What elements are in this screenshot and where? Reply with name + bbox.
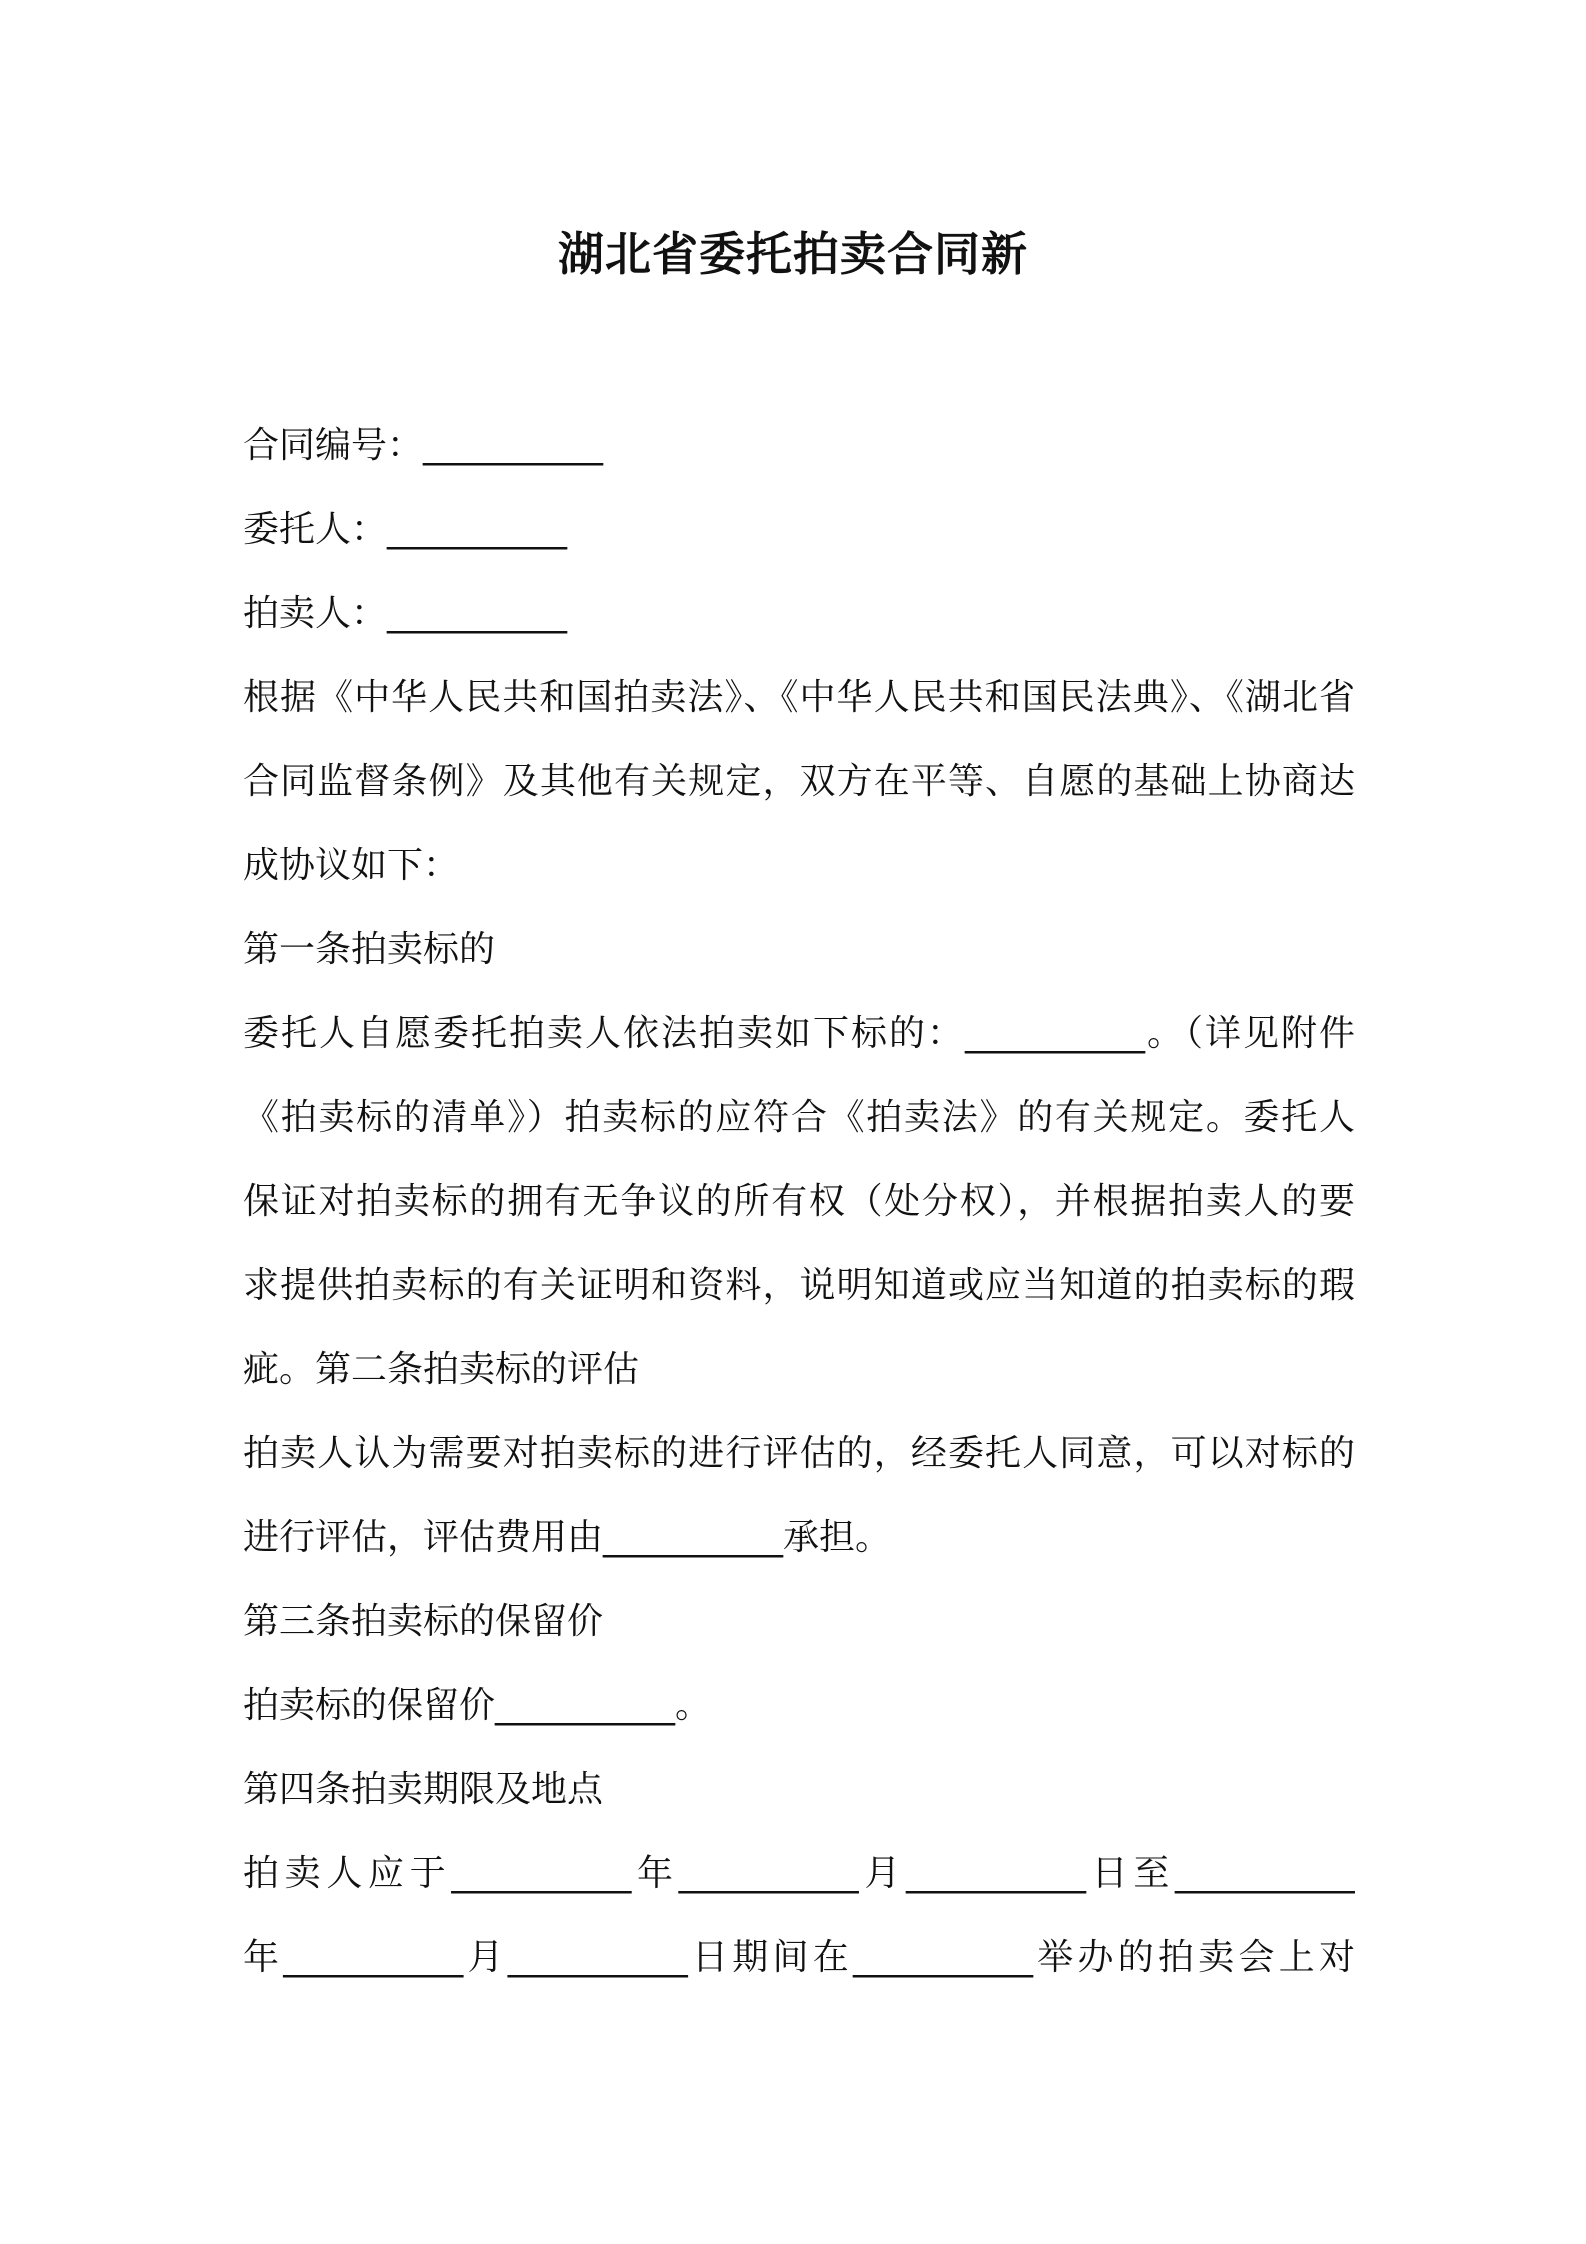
article-heading: 第一条拍卖标的 [243,929,496,970]
article-text-line: 求提供拍卖标的有关证明和资料，说明知道或应当知道的拍卖标的瑕 [243,1265,1355,1306]
principal-line: 委托人：__________ [243,509,568,550]
preamble-line: 成协议如下： [243,845,460,886]
article-text-line: 委托人自愿委托拍卖人依法拍卖如下标的：__________。（详见附件 [243,1013,1355,1054]
document-body [243,404,1355,2000]
article-heading: 第四条拍卖期限及地点 [243,1769,604,1810]
preamble-line: 根据《中华人民共和国拍卖法》、《中华人民共和国民法典》、《湖北省 [243,677,1355,718]
article-text-line: 进行评估，评估费用由__________承担。 [243,1517,892,1558]
article-text-line: 《拍卖标的清单》）拍卖标的应符合《拍卖法》的有关规定。委托人 [243,1097,1355,1138]
document-title: 湖北省委托拍卖合同新 [558,227,1028,281]
article-text-line: 年__________月__________日期间在__________举办的拍卖会上对 [243,1937,1355,1978]
article-text-line: 拍卖人应于__________年__________月__________日至__________ [243,1853,1355,1894]
article-text-line: 疵。第二条拍卖标的评估 [243,1349,640,1390]
preamble-line: 合同监督条例》及其他有关规定，双方在平等、自愿的基础上协商达 [243,761,1355,802]
article-text-line: 拍卖标的保留价__________。 [243,1685,712,1726]
article-heading: 第三条拍卖标的保留价 [243,1601,604,1642]
article-text-line: 保证对拍卖标的拥有无争议的所有权（处分权），并根据拍卖人的要 [243,1181,1355,1222]
contract-number-line: 合同编号：__________ [243,425,604,466]
article-text-line: 拍卖人认为需要对拍卖标的进行评估的，经委托人同意，可以对标的 [243,1433,1355,1474]
auctioneer-line: 拍卖人：__________ [243,593,568,634]
